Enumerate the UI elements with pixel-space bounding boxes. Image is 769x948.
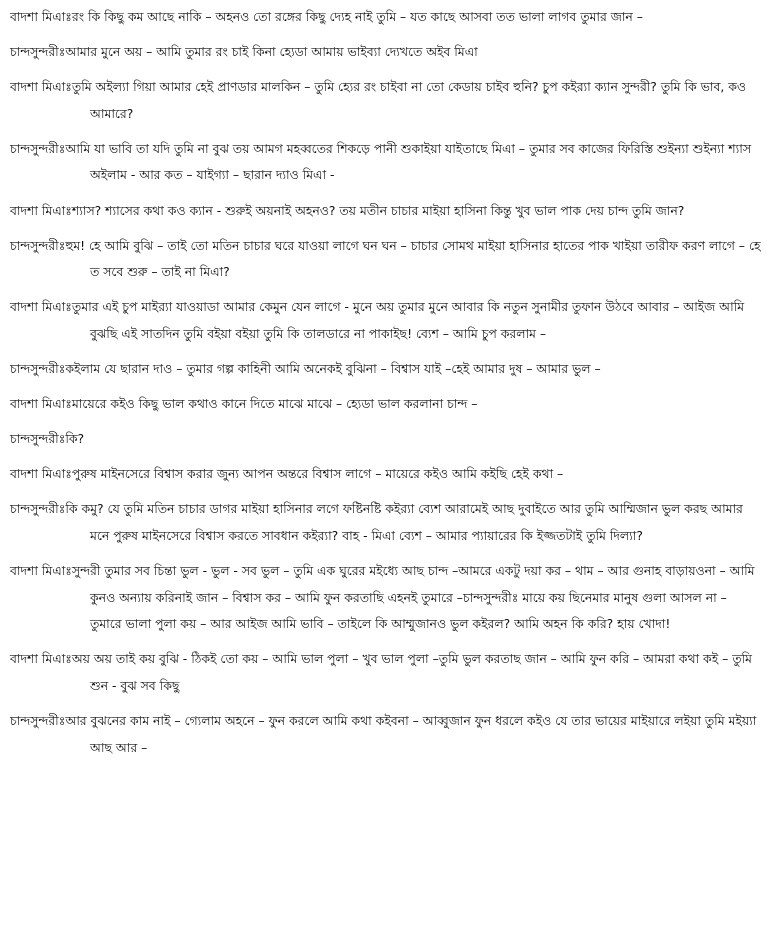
dialogue-turn (10, 708, 761, 761)
dialogue-turn (10, 646, 761, 699)
dialogue-turn (10, 391, 761, 418)
dialogue-turn (10, 198, 761, 225)
dialogue-turn (10, 136, 761, 189)
dialogue-turn (10, 4, 761, 31)
speaker-name: বাদশা মিএাঃ (10, 79, 72, 95)
speaker-name: চান্দসুন্দরীঃ (10, 431, 66, 447)
speaker-name: চান্দসুন্দরীঃ (10, 237, 66, 253)
speaker-name: চান্দসুন্দরীঃ (10, 713, 66, 729)
speaker-name: বাদশা মিএাঃ (10, 9, 72, 24)
dialogue-turn (10, 558, 761, 638)
dialogue-text: সুন্দরী তুমার সব চিন্তা ভুল - ভুল - সব ভুল – তুমি এক ঘুরের মইধ্যে আছ চান্দ –আমরে একটু দয়া কর – থাম – আর গুনাহ বাড়ায়ওনা – আমি কুনও অন্যায় করিনাই জান – বিশ্বাস কর – আমি ফুন করতাছি এহনই তুমারে –চান্দসুন্দরীঃ মায়ে কয় ছিনেমার মানুষ গুলা আসল না – তুমারে ভালা পুলা কয় – আর আইজ আমি ভাবি – তাইলে কি আম্মুজানও ভুল কইরল? আমি অহন কি করি? হায় খোদা! (71, 563, 755, 632)
speaker-name: বাদশা মিএাঃ (10, 299, 72, 315)
speaker-name: বাদশা মিএাঃ (10, 466, 72, 482)
dialogue-text: তুমি অইল্যা গিয়া আমার হেই প্রাণডার মালকিন – তুমি হ্যের রং চাইবা না তো কেডায় চাইব হুনি? চুপ কইর‍্যা ক্যান সুন্দরী? তুমি কি ভাব, কও আমারে? (71, 79, 747, 121)
dialogue-text: পুরুষ মাইনসেরে বিশ্বাস করার জুন্য আপন অন্তরে বিশ্বাস লাগে – মায়েরে কইও আমি কইছি হেই কথা – (71, 466, 564, 482)
speaker-name: বাদশা মিএাঃ (10, 563, 72, 579)
dialogue-text: মায়েরে কইও কিছু ভাল কথাও কানে দিতে মাঝে মাঝে – হ্যেডা ভাল করলানা চান্দ – (71, 396, 478, 412)
speaker-name: চান্দসুন্দরীঃ (10, 44, 66, 60)
dialogue-text: শ্যাস? শ্যাসের কথা কও ক্যান - শুরুই অয়নাই অহনও? তয় মতীন চাচার মাইয়া হাসিনা কিন্তু খুব ভাল পাক দেয় চান্দ তুমি জান? (71, 202, 685, 218)
dialogue-text: আর বুঝনের কাম নাই – গ্যেলাম অহনে – ফুন করলে আমি কথা কইবনা – আব্বুজান ফুন ধরলে কইও যে তার ভায়ের মাইয়ারে লইয়া তুমি মইয়্যা আছ আর – (65, 713, 757, 755)
dialogue-turn (10, 461, 761, 488)
dialogue-turn (10, 74, 761, 127)
dialogue-text: অয় অয় তাই কয় বুঝি - ঠিকই তো কয় – আমি ভাল পুলা – খুব ভাল পুলা –তুমি ভুল করতাছ জান – আমি ফুন করি – আমরা কথা কই – তুমি শুন - বুঝ সব কিছু (71, 651, 752, 693)
speaker-name: চান্দসুন্দরীঃ (10, 361, 66, 377)
speaker-name: বাদশা মিএাঃ (10, 396, 72, 412)
dialogue-turn (10, 39, 761, 66)
speaker-name: চান্দসুন্দরীঃ (10, 140, 66, 156)
dialogue-turn (10, 233, 761, 286)
dialogue-text: রং কি কিছু কম আছে নাকি – অহনও তো রঙ্গের কিছু দ্যেহ নাই তুমি – যত কাছে আসবা তত ভালা লাগব তুমার জান – (71, 9, 643, 24)
dialogue-turn (10, 356, 761, 383)
dialogue-text: কইলাম যে ছারান দাও – তুমার গল্প কাহিনী আমি অনেকই বুঝিনা – বিশ্বাস যাই –হেই আমার দুষ – আমার ভুল – (65, 361, 601, 377)
speaker-name: বাদশা মিএাঃ (10, 202, 72, 218)
dialogue-text: আমার মুনে অয় – আমি তুমার রং চাই কিনা হ্যেডা আমায় ভাইব্যা দ্যেখতে অইব মিএা (65, 44, 478, 60)
speaker-name: চান্দসুন্দরীঃ (10, 501, 66, 517)
dialogue-turn (10, 496, 761, 549)
dialogue-turn (10, 426, 761, 453)
speaker-name: বাদশা মিএাঃ (10, 651, 72, 667)
dialogue-text: তুমার এই চুপ মাইর‍্যা যাওয়াডা আমার কেমুন যেন লাগে - মুনে অয় তুমার মুনে আবার কি নতুন সুনামীর তুফান উঠবে আবার – আইজ আমি বুঝছি এই সাতদিন তুমি বইয়া বইয়া তুমি কি তালডারে না পাকাইছ! ব্যেশ – আমি চুপ করলাম – (71, 299, 745, 341)
dialogue-text: কি? (65, 431, 85, 447)
dialogue-text: কি কমু? যে তুমি মতিন চাচার ডাগর মাইয়া হাসিনার লগে ফষ্টিনষ্টি কইর‍্যা ব্যেশ আরামেই আছ দুবাইতে আর তুমি আম্মিজান ভুল করছ আমার মনে পুরুষ মাইনসেরে বিশ্বাস করতে সাবধান কইর‍্যা? বাহ - মিএা ব্যেশ – আমার প্যায়ারের কি ইজ্জতটাই তুমি দিল্যা? (65, 501, 743, 543)
dialogue-text: হুম! হে আমি বুঝি – তাই তো মতিন চাচার ঘরে যাওয়া লাগে ঘন ঘন – চাচার সোমথ মাইয়া হাসিনার হাতের পাক খাইয়া তারীফ করণ লাগে – হে ত সবে শুরু – তাই না মিএা? (65, 237, 761, 280)
dialogue-text: আমি যা ভাবি তা যদি তুমি না বুঝ তয় আমগ মহব্বতের শিকড়ে পানী শুকাইয়া যাইতাছে মিএা – তুমার সব কাজের ফিরিস্তি শুইন্যা শুইন্যা শ্যাস অইলাম - আর কত – যাইগ্যা – ছারান দ্যাও মিএা - (65, 140, 752, 183)
dialogue-turn (10, 294, 761, 347)
